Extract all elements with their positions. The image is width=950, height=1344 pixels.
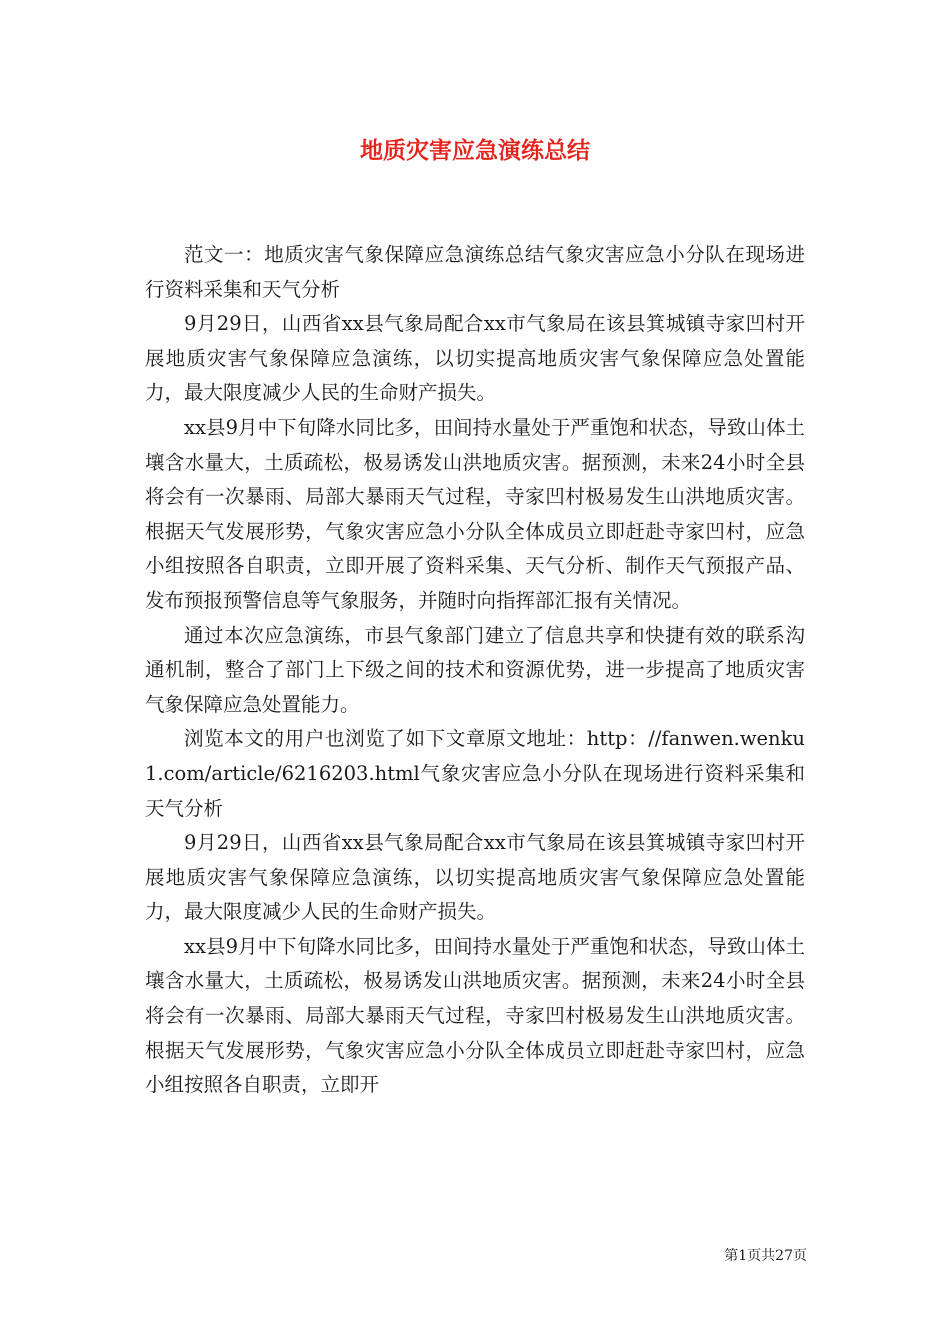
paragraph: xx县9月中下旬降水同比多，田间持水量处于严重饱和状态，导致山体土壤含水量大，土质疏松，极易诱发山洪地质灾害。据预测，未来24小时全县将会有一次暴雨、局部大暴雨天气过程，寺家凹村极易发生山洪地质灾害。根据天气发展形势，气象灾害应急小分队全体成员立即赶赴寺家凹村，应急小组按照各自职责，立即开 (145, 934, 805, 1097)
page-number-footer: 第1页共27页 (724, 1248, 807, 1264)
document-body (145, 238, 805, 1103)
paragraph: 浏览本文的用户也浏览了如下文章原文地址：http：//fanwen.wenku1.com/article/6216203.html气象灾害应急小分队在现场进行资料采集和天气分析 (145, 727, 805, 820)
paragraph: xx县9月中下旬降水同比多，田间持水量处于严重饱和状态，导致山体土壤含水量大，土质疏松，极易诱发山洪地质灾害。据预测，未来24小时全县将会有一次暴雨、局部大暴雨天气过程，寺家凹村极易发生山洪地质灾害。根据天气发展形势，气象灾害应急小分队全体成员立即赶赴寺家凹村，应急小组按照各自职责，立即开展了资料采集、天气分析、制作天气预报产品、发布预报预警信息等气象服务，并随时向指挥部汇报有关情况。 (145, 415, 805, 612)
paragraph: 范文一：地质灾害气象保障应急演练总结气象灾害应急小分队在现场进行资料采集和天气分析 (145, 243, 805, 301)
paragraph: 通过本次应急演练，市县气象部门建立了信息共享和快捷有效的联系沟通机制，整合了部门上下级之间的技术和资源优势，进一步提高了地质灾害气象保障应急处置能力。 (145, 623, 805, 716)
paragraph: 9月29日，山西省xx县气象局配合xx市气象局在该县箕城镇寺家凹村开展地质灾害气象保障应急演练，以切实提高地质灾害气象保障应急处置能力，最大限度减少人民的生命财产损失。 (145, 831, 805, 924)
paragraph: 9月29日，山西省xx县气象局配合xx市气象局在该县箕城镇寺家凹村开展地质灾害气象保障应急演练，以切实提高地质灾害气象保障应急处置能力，最大限度减少人民的生命财产损失。 (145, 312, 805, 405)
document-title: 地质灾害应急演练总结 (360, 137, 590, 164)
